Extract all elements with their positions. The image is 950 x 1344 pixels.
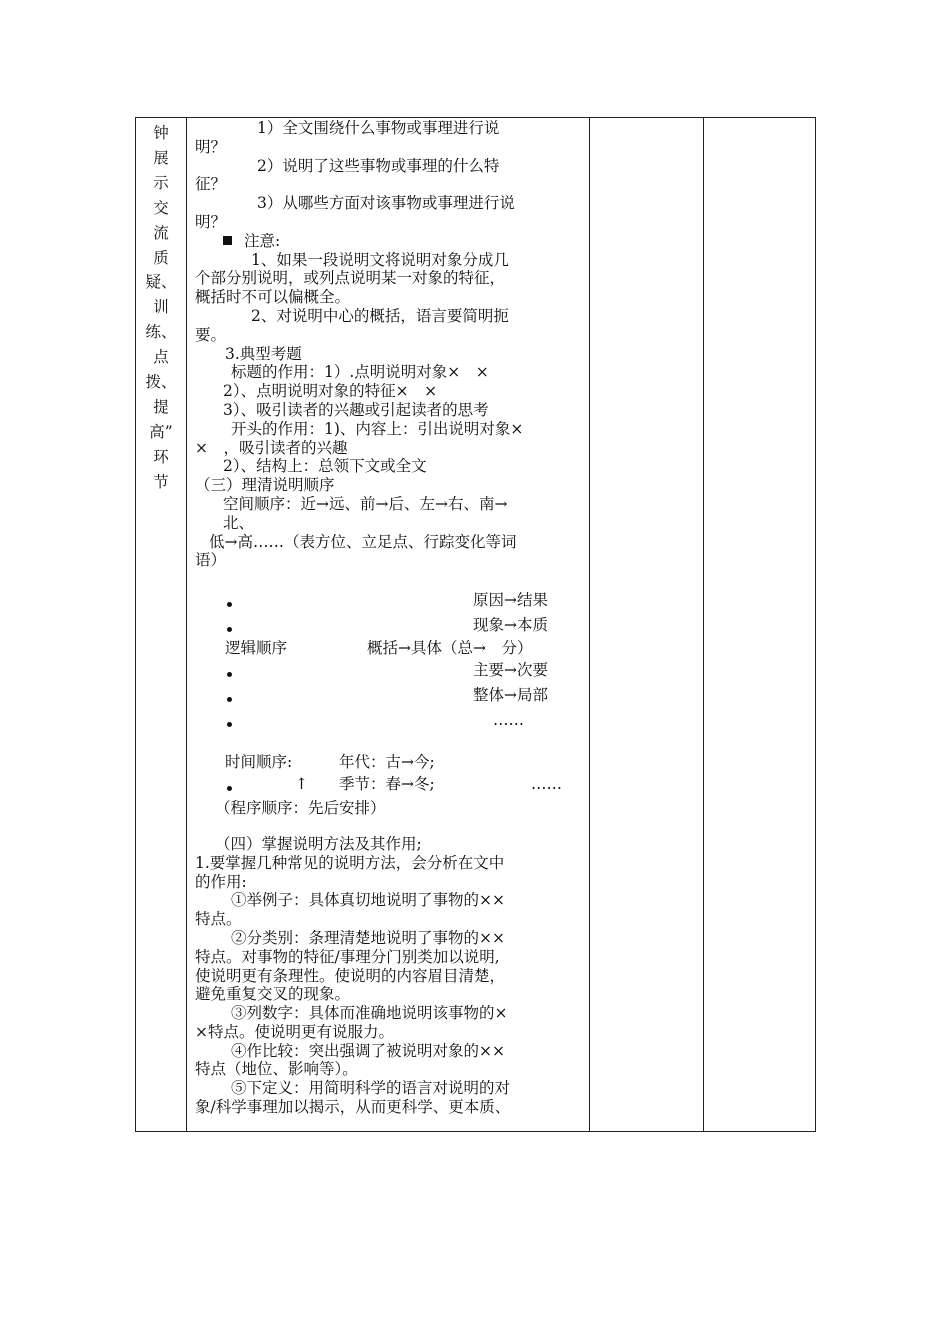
logic-item: 现象→本质 <box>473 616 548 635</box>
note-line: 要。 <box>195 325 227 344</box>
bullet-icon <box>227 786 232 791</box>
note-title: 注意: <box>244 231 281 250</box>
logic-item: …… <box>493 711 524 730</box>
exam-line: × ，吸引读者的兴趣 <box>195 438 348 457</box>
exam-line: 2）、点明说明对象的特征× × <box>223 382 438 401</box>
note-line: 概括时不可以偏概全。 <box>195 288 351 307</box>
stage-char: 疑、 <box>145 273 177 292</box>
empty-cell <box>704 118 816 1132</box>
stage-char: 交 <box>153 198 169 217</box>
time-label: 时间顺序: <box>225 753 293 772</box>
question-line: 3）从哪些方面对该事物或事理进行说 <box>257 194 515 213</box>
square-bullet-icon <box>223 236 232 245</box>
up-arrow-icon: ↑ <box>295 775 308 794</box>
method-line: ①举例子：具体真切地说明了事物的×× <box>231 891 505 910</box>
order-line: （程序顺序：先后安排） <box>215 799 386 818</box>
stage-char: 高” <box>149 422 173 441</box>
lesson-plan-table <box>135 117 816 1132</box>
stage-char: 练、 <box>145 323 177 342</box>
stage-char: 示 <box>153 173 169 192</box>
stage-char: 展 <box>153 148 169 167</box>
logic-label: 逻辑顺序 <box>225 639 288 658</box>
question-line: 2）说明了这些事物或事理的什么特 <box>257 156 500 175</box>
stage-char: 钟 <box>153 124 169 142</box>
bullet-icon <box>227 602 232 607</box>
bullet-icon <box>227 697 232 702</box>
stage-char: 质 <box>153 248 169 267</box>
question-line: 1）全文围绕什么事物或事理进行说 <box>257 119 500 137</box>
content-cell <box>187 118 590 1132</box>
exam-line: 2）、结构上：总领下文或全文 <box>223 457 427 476</box>
method-line: 特点。 <box>195 910 242 929</box>
subheading: 3.典型考题 <box>225 344 302 363</box>
method-line: 使说明更有条理性。使说明的内容眉目清楚， <box>195 966 506 985</box>
section-heading: （三）理清说明顺序 <box>195 476 335 495</box>
exam-line: 3）、吸引读者的兴趣或引起读者的思考 <box>223 400 489 419</box>
exam-line: 标题的作用：1）.点明说明对象× × <box>231 363 489 382</box>
stage-char: 环 <box>153 447 169 466</box>
time-order-block <box>195 751 583 799</box>
bullet-icon <box>227 722 232 727</box>
stage-char: 拨、 <box>145 373 177 392</box>
stage-char: 流 <box>153 223 169 242</box>
note-heading <box>195 232 583 251</box>
logic-item: 主要→次要 <box>473 661 548 680</box>
order-line: 空间顺序：近→远、前→后、左→右、南→ <box>223 494 508 513</box>
exam-line: 开头的作用：1)、内容上：引出说明对象× <box>231 419 524 438</box>
question-line: 征？ <box>195 175 227 194</box>
time-item: 年代：古→今; <box>339 753 435 772</box>
logic-item: 概括→具体（总→ 分） <box>367 639 533 658</box>
stage-label-cell <box>136 118 187 1132</box>
section-heading: （四）掌握说明方法及其作用; <box>215 834 422 853</box>
bullet-icon <box>227 627 232 632</box>
note-line: 1、如果一段说明文将说明对象分成几 <box>251 250 509 269</box>
empty-cell <box>590 118 704 1132</box>
logic-item: 原因→结果 <box>473 591 548 610</box>
note-line: 个部分别说明，或列点说明某一对象的特征， <box>195 269 506 288</box>
stage-char: 训 <box>153 298 169 317</box>
stage-char: 提 <box>153 397 169 416</box>
order-line: 北、 <box>223 513 255 532</box>
method-line: 特点（地位、影响等）。 <box>195 1060 358 1079</box>
method-line: ④作比较：突出强调了被说明对象的×× <box>231 1041 505 1060</box>
order-line: 语） <box>195 551 227 570</box>
method-line: 特点。对事物的特征/事理分门别类加以说明, <box>195 947 500 966</box>
method-line: 避免重复交叉的现象。 <box>195 985 351 1004</box>
time-item: …… <box>531 775 562 794</box>
question-line: 明？ <box>195 137 227 156</box>
order-line: 低→高……（表方位、立足点、行踪变化等词 <box>209 532 517 551</box>
method-line: 的作用: <box>195 872 247 891</box>
logic-item: 整体→局部 <box>473 686 548 705</box>
method-line: ③列数字：具体而准确地说明该事物的× <box>231 1004 508 1023</box>
time-item: 季节：春→冬; <box>339 775 435 794</box>
table-row <box>136 118 816 1132</box>
note-line: 2、对说明中心的概括，语言要简明扼 <box>251 306 509 325</box>
method-line: ×特点。使说明更有说服力。 <box>195 1022 394 1041</box>
logic-order-diagram <box>195 589 583 729</box>
method-line: ⑤下定义：用简明科学的语言对说明的对 <box>231 1079 511 1098</box>
method-line: 象/科学事理加以揭示，从而更科学、更本质、 <box>195 1098 511 1117</box>
question-line: 明？ <box>195 212 227 231</box>
stage-char: 节 <box>153 472 169 491</box>
method-line: 1.要掌握几种常见的说明方法，会分析在文中 <box>195 853 505 872</box>
stage-char: 点 <box>153 348 169 367</box>
method-line: ②分类别：条理清楚地说明了事物的×× <box>231 928 505 947</box>
bullet-icon <box>227 672 232 677</box>
